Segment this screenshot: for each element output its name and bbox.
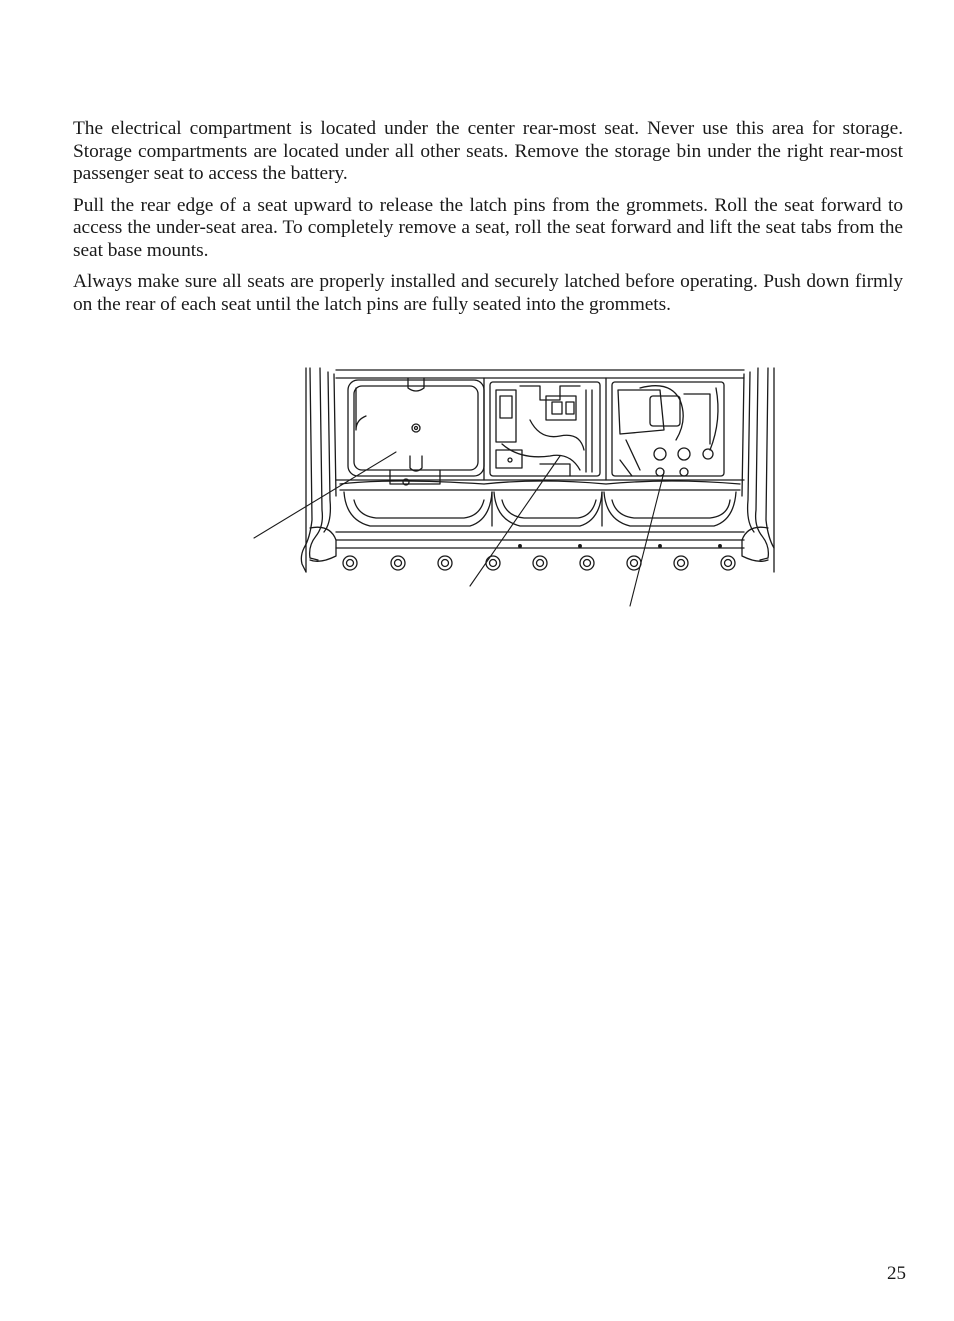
electrical-compartment-drawing: [490, 382, 600, 476]
callout-leader-lines: [254, 452, 664, 606]
left-frame-drawing: [301, 368, 336, 572]
under-seat-compartments-figure: [240, 360, 790, 610]
seat-base-pockets-drawing: [344, 492, 736, 526]
seat-latch-rail-drawing: [336, 532, 744, 570]
leader-line-right-compartment: [630, 472, 664, 606]
paragraph-seat-installation: Always make sure all seats are properly installed and securely latched before operating. Push down firmly on the rear of each seat until the latch pins are fully seated into the grommets.: [73, 271, 903, 315]
paragraph-electrical-compartment: The electrical compartment is located under the center rear-most seat. Never use this area for storage. Storage compartments are located under all other seats. Remove the storage bin under the right rear-most passenger seat to access the battery.: [73, 118, 903, 184]
right-storage-compartment-drawing: [612, 382, 724, 476]
leader-line-storage-bin: [254, 452, 396, 538]
right-frame-drawing: [742, 368, 774, 572]
paragraph-seat-removal: Pull the rear edge of a seat upward to release the latch pins from the grommets. Roll the seat forward to access the under-seat area. To completely remove a seat, roll the seat forward and lift the seat tabs from the seat base mounts.: [73, 194, 903, 261]
body-text: [73, 118, 903, 325]
page-number: 25: [887, 1263, 906, 1284]
